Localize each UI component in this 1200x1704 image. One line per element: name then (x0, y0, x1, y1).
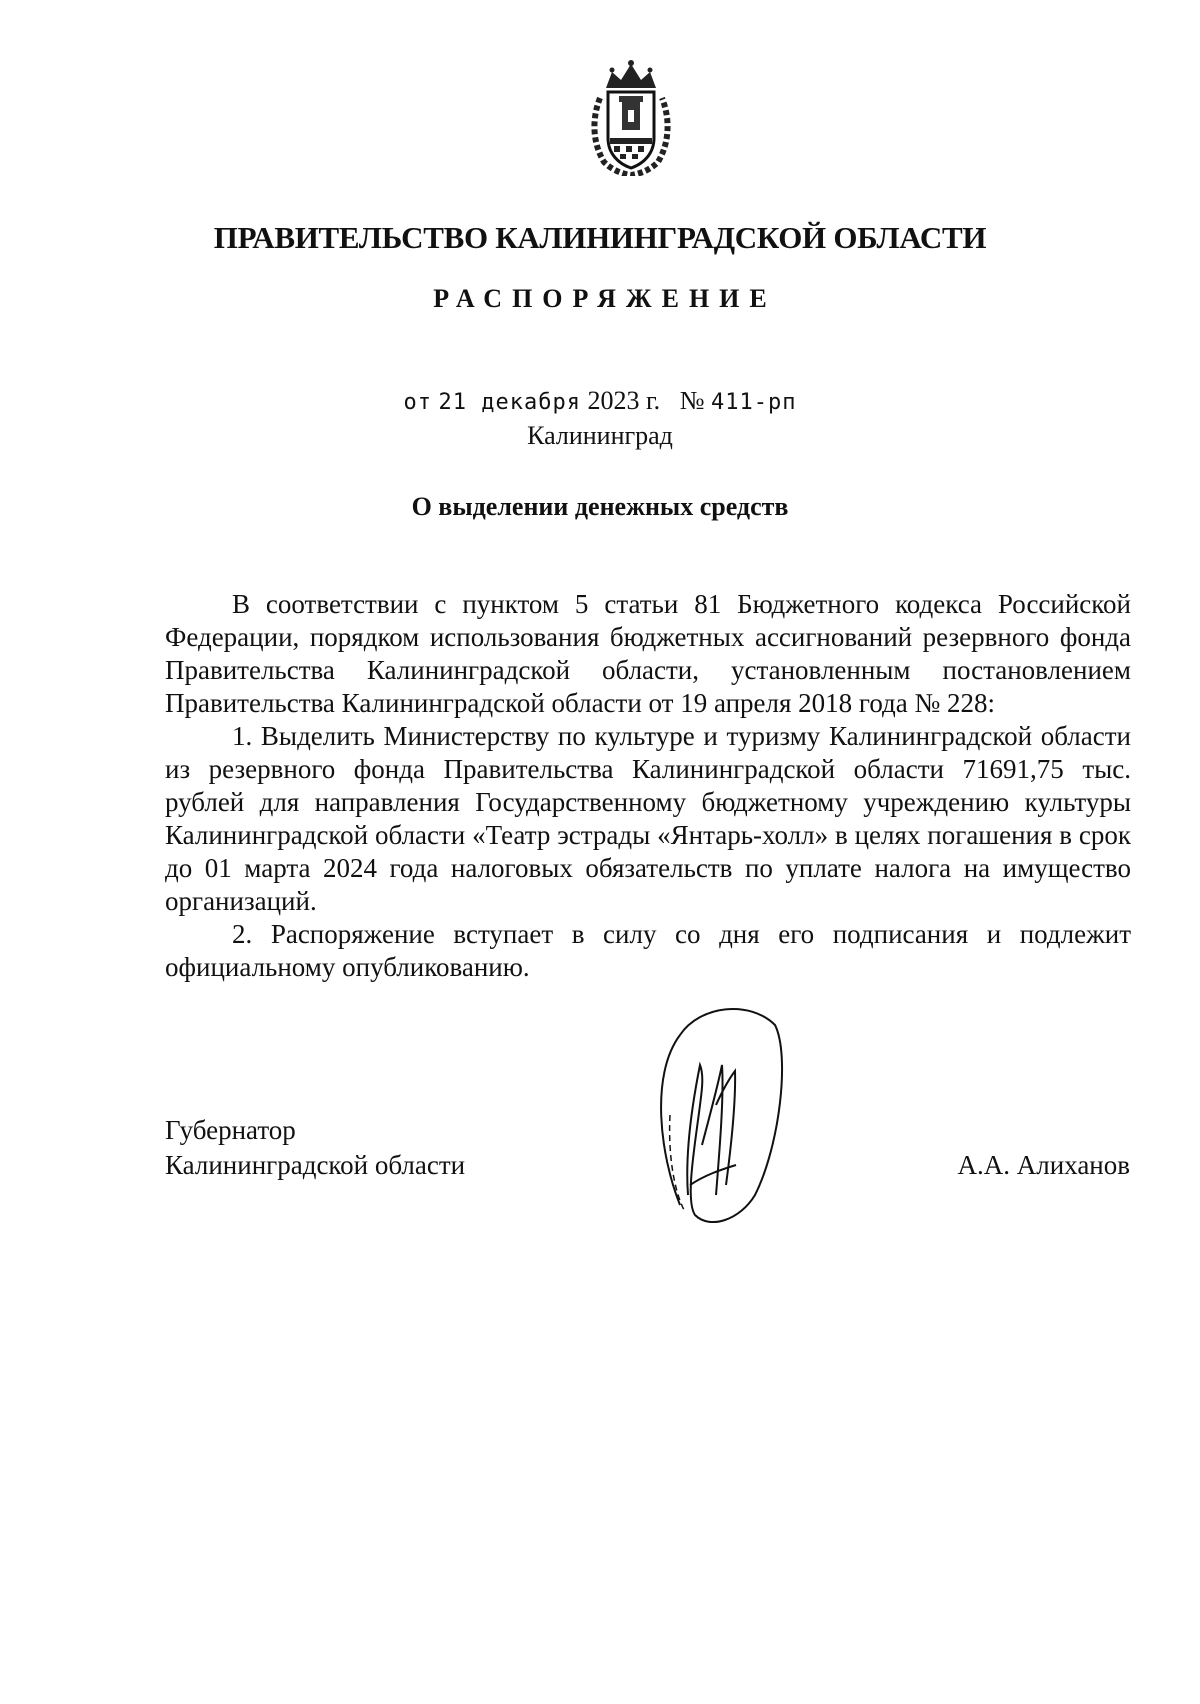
document-subject: О выделении денежных средств (411, 492, 789, 521)
document-body (165, 588, 1131, 984)
preamble-paragraph: В соответствии с пунктом 5 статьи 81 Бюджетного кодекса Российской Федерации, порядком использования бюджетных ассигнований резервного фонда Правительства Калининградской области, установленным постановлением Правительства Калининградской области от 19 апреля 2018 года № 228: (165, 589, 1131, 718)
date-prefix: от (403, 390, 432, 415)
item-2-paragraph: 2. Распоряжение вступает в силу со дня его подписания и подлежит официальному опубликованию. (165, 919, 1131, 982)
date-number-line (0, 386, 1200, 416)
coat-of-arms-icon (588, 58, 674, 176)
handwritten-signature-icon (640, 995, 790, 1235)
position-line-1: Губернатор (165, 1115, 296, 1145)
position-line-2: Калининградской области (165, 1150, 466, 1180)
item-1-paragraph: 1. Выделить Министерству по культуре и туризму Калининградской области из резервного фонда Правительства Калининградской области 71691,75 тыс. рублей для направления Государственному бюджетному учреждению культуры Калининградской области «Театр эстрады «Янтарь-холл» в целях погашения в срок до 01 марта 2024 года налоговых обязательств по уплате налога на имущество организаций. (165, 721, 1131, 916)
signatory-name: А.А. Алиханов (957, 1150, 1130, 1180)
signatory-position (165, 1113, 465, 1183)
document-type: РАСПОРЯЖЕНИЕ (433, 284, 777, 313)
date-day-month: 21 декабря (438, 390, 581, 415)
date-year: 2023 г. (587, 386, 661, 415)
document-number: 411-рп (711, 390, 797, 415)
city: Калининград (527, 421, 673, 450)
organization-title: ПРАВИТЕЛЬСТВО КАЛИНИНГРАДСКОЙ ОБЛАСТИ (213, 220, 987, 255)
number-sign: № (679, 386, 705, 415)
